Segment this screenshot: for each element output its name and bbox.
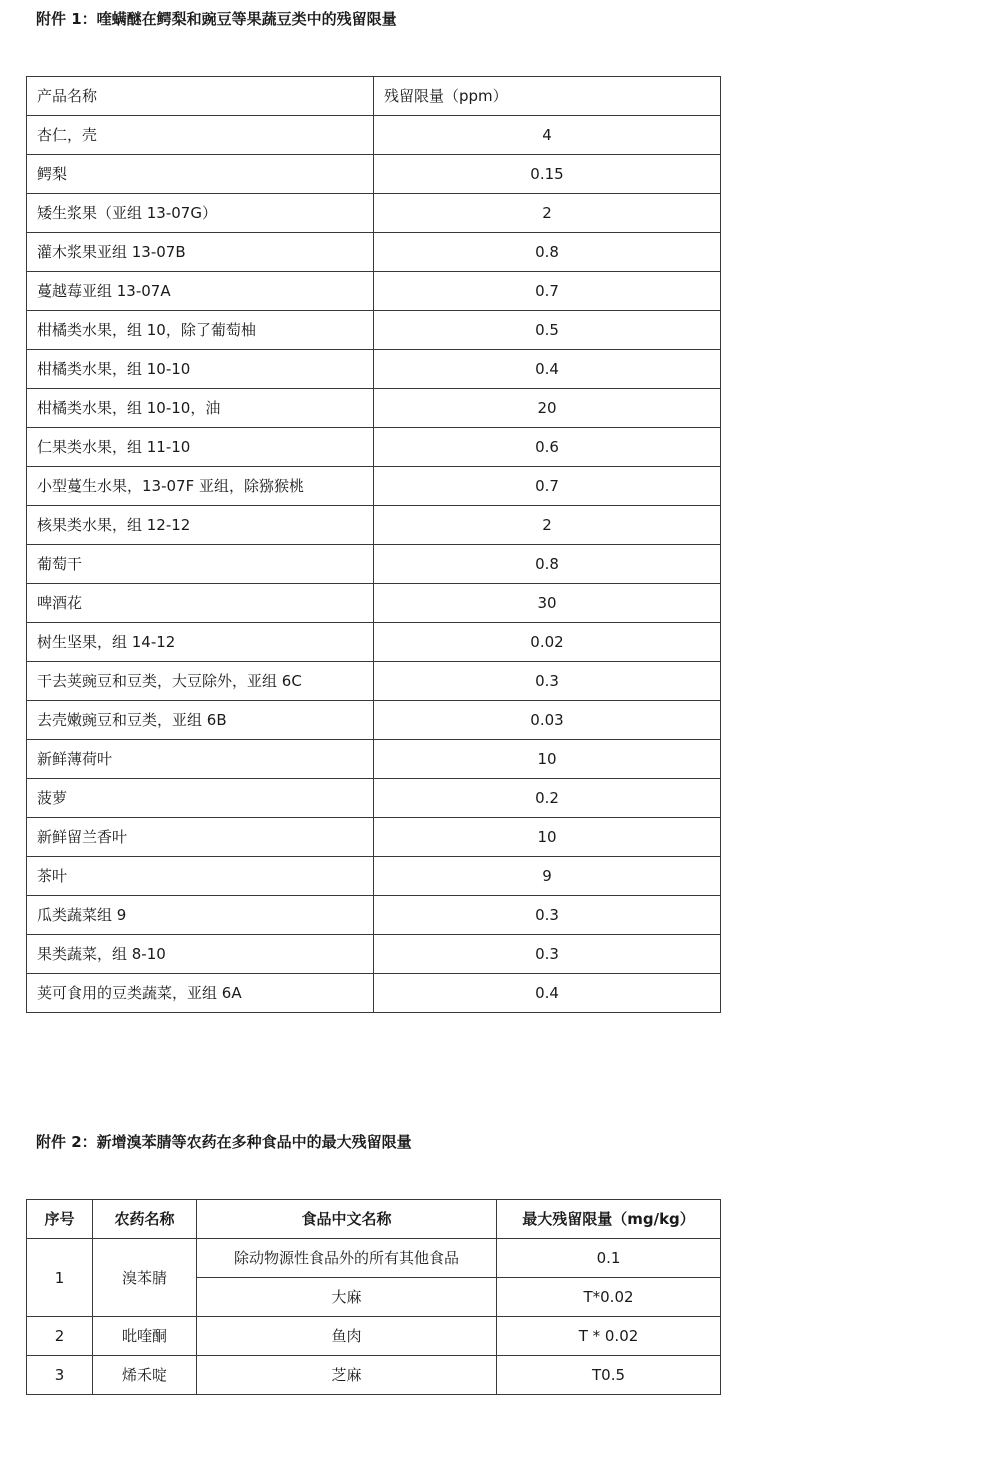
product-name-cell: 柑橘类水果，组 10，除了葡萄柚 [27, 311, 374, 350]
column-header-serial-no: 序号 [27, 1200, 93, 1239]
residue-limit-cell: 0.4 [374, 974, 721, 1013]
table-row [27, 233, 721, 272]
residue-limit-cell: 2 [374, 194, 721, 233]
residue-limit-table-1 [26, 76, 721, 1013]
table-row [27, 428, 721, 467]
table-row [27, 194, 721, 233]
table-row [27, 350, 721, 389]
table-header-row [27, 77, 721, 116]
max-residue-limit-cell: T0.5 [497, 1356, 721, 1395]
residue-limit-cell: 0.03 [374, 701, 721, 740]
table-row [27, 779, 721, 818]
residue-limit-cell: 0.3 [374, 662, 721, 701]
table-row [27, 584, 721, 623]
food-name-cell: 大麻 [197, 1278, 497, 1317]
table-row [27, 467, 721, 506]
serial-no-cell: 2 [27, 1317, 93, 1356]
residue-limit-cell: 0.7 [374, 272, 721, 311]
table-row [27, 389, 721, 428]
serial-no-cell: 1 [27, 1239, 93, 1317]
residue-limit-cell: 10 [374, 740, 721, 779]
table-row [27, 740, 721, 779]
product-name-cell: 核果类水果，组 12-12 [27, 506, 374, 545]
product-name-cell: 柑橘类水果，组 10-10 [27, 350, 374, 389]
table-row [27, 701, 721, 740]
table-row [27, 1356, 721, 1395]
product-name-cell: 啤酒花 [27, 584, 374, 623]
residue-limit-cell: 0.6 [374, 428, 721, 467]
pesticide-name-cell: 溴苯腈 [93, 1239, 197, 1317]
appendix-1-title: 附件 1：喹螨醚在鳄梨和豌豆等果蔬豆类中的残留限量 [36, 10, 397, 28]
product-name-cell: 葡萄干 [27, 545, 374, 584]
product-name-cell: 小型蔓生水果，13-07F 亚组，除猕猴桃 [27, 467, 374, 506]
table-row [27, 506, 721, 545]
table-row [27, 896, 721, 935]
max-residue-limit-table-2 [26, 1199, 721, 1395]
food-name-cell: 鱼肉 [197, 1317, 497, 1356]
product-name-cell: 新鲜留兰香叶 [27, 818, 374, 857]
residue-limit-cell: 0.4 [374, 350, 721, 389]
residue-limit-cell: 30 [374, 584, 721, 623]
max-residue-limit-cell: 0.1 [497, 1239, 721, 1278]
appendix-2-title: 附件 2：新增溴苯腈等农药在多种食品中的最大残留限量 [36, 1133, 412, 1151]
product-name-cell: 鳄梨 [27, 155, 374, 194]
residue-limit-cell: 0.3 [374, 896, 721, 935]
product-name-cell: 仁果类水果，组 11-10 [27, 428, 374, 467]
residue-limit-cell: 10 [374, 818, 721, 857]
column-header-residue-limit: 残留限量（ppm） [374, 77, 721, 116]
product-name-cell: 荚可食用的豆类蔬菜，亚组 6A [27, 974, 374, 1013]
serial-no-cell: 3 [27, 1356, 93, 1395]
table-row [27, 155, 721, 194]
table-row [27, 1239, 721, 1278]
food-name-cell: 除动物源性食品外的所有其他食品 [197, 1239, 497, 1278]
residue-limit-cell: 0.02 [374, 623, 721, 662]
table-row [27, 818, 721, 857]
product-name-cell: 瓜类蔬菜组 9 [27, 896, 374, 935]
product-name-cell: 杏仁，壳 [27, 116, 374, 155]
residue-limit-cell: 0.7 [374, 467, 721, 506]
product-name-cell: 树生坚果，组 14-12 [27, 623, 374, 662]
table-row [27, 662, 721, 701]
residue-limit-cell: 2 [374, 506, 721, 545]
product-name-cell: 茶叶 [27, 857, 374, 896]
product-name-cell: 果类蔬菜，组 8-10 [27, 935, 374, 974]
residue-limit-cell: 9 [374, 857, 721, 896]
column-header-max-residue-limit: 最大残留限量（mg/kg） [497, 1200, 721, 1239]
table-row [27, 935, 721, 974]
product-name-cell: 新鲜薄荷叶 [27, 740, 374, 779]
residue-limit-cell: 4 [374, 116, 721, 155]
residue-limit-cell: 0.8 [374, 545, 721, 584]
pesticide-name-cell: 烯禾啶 [93, 1356, 197, 1395]
product-name-cell: 灌木浆果亚组 13-07B [27, 233, 374, 272]
product-name-cell: 矮生浆果（亚组 13-07G） [27, 194, 374, 233]
max-residue-limit-cell: T*0.02 [497, 1278, 721, 1317]
product-name-cell: 蔓越莓亚组 13-07A [27, 272, 374, 311]
table-row [27, 545, 721, 584]
table-row [27, 311, 721, 350]
table-row [27, 1317, 721, 1356]
food-name-cell: 芝麻 [197, 1356, 497, 1395]
column-header-pesticide-name: 农药名称 [93, 1200, 197, 1239]
table-row [27, 857, 721, 896]
product-name-cell: 菠萝 [27, 779, 374, 818]
max-residue-limit-cell: T * 0.02 [497, 1317, 721, 1356]
product-name-cell: 干去荚豌豆和豆类，大豆除外，亚组 6C [27, 662, 374, 701]
residue-limit-cell: 0.8 [374, 233, 721, 272]
column-header-product-name: 产品名称 [27, 77, 374, 116]
table-row [27, 974, 721, 1013]
pesticide-name-cell: 吡喹酮 [93, 1317, 197, 1356]
residue-limit-cell: 0.3 [374, 935, 721, 974]
product-name-cell: 去壳嫩豌豆和豆类，亚组 6B [27, 701, 374, 740]
residue-limit-cell: 0.5 [374, 311, 721, 350]
residue-limit-cell: 20 [374, 389, 721, 428]
residue-limit-cell: 0.2 [374, 779, 721, 818]
table-row [27, 623, 721, 662]
column-header-food-name: 食品中文名称 [197, 1200, 497, 1239]
table-row [27, 272, 721, 311]
residue-limit-cell: 0.15 [374, 155, 721, 194]
product-name-cell: 柑橘类水果，组 10-10，油 [27, 389, 374, 428]
table-row [27, 116, 721, 155]
table-header-row [27, 1200, 721, 1239]
